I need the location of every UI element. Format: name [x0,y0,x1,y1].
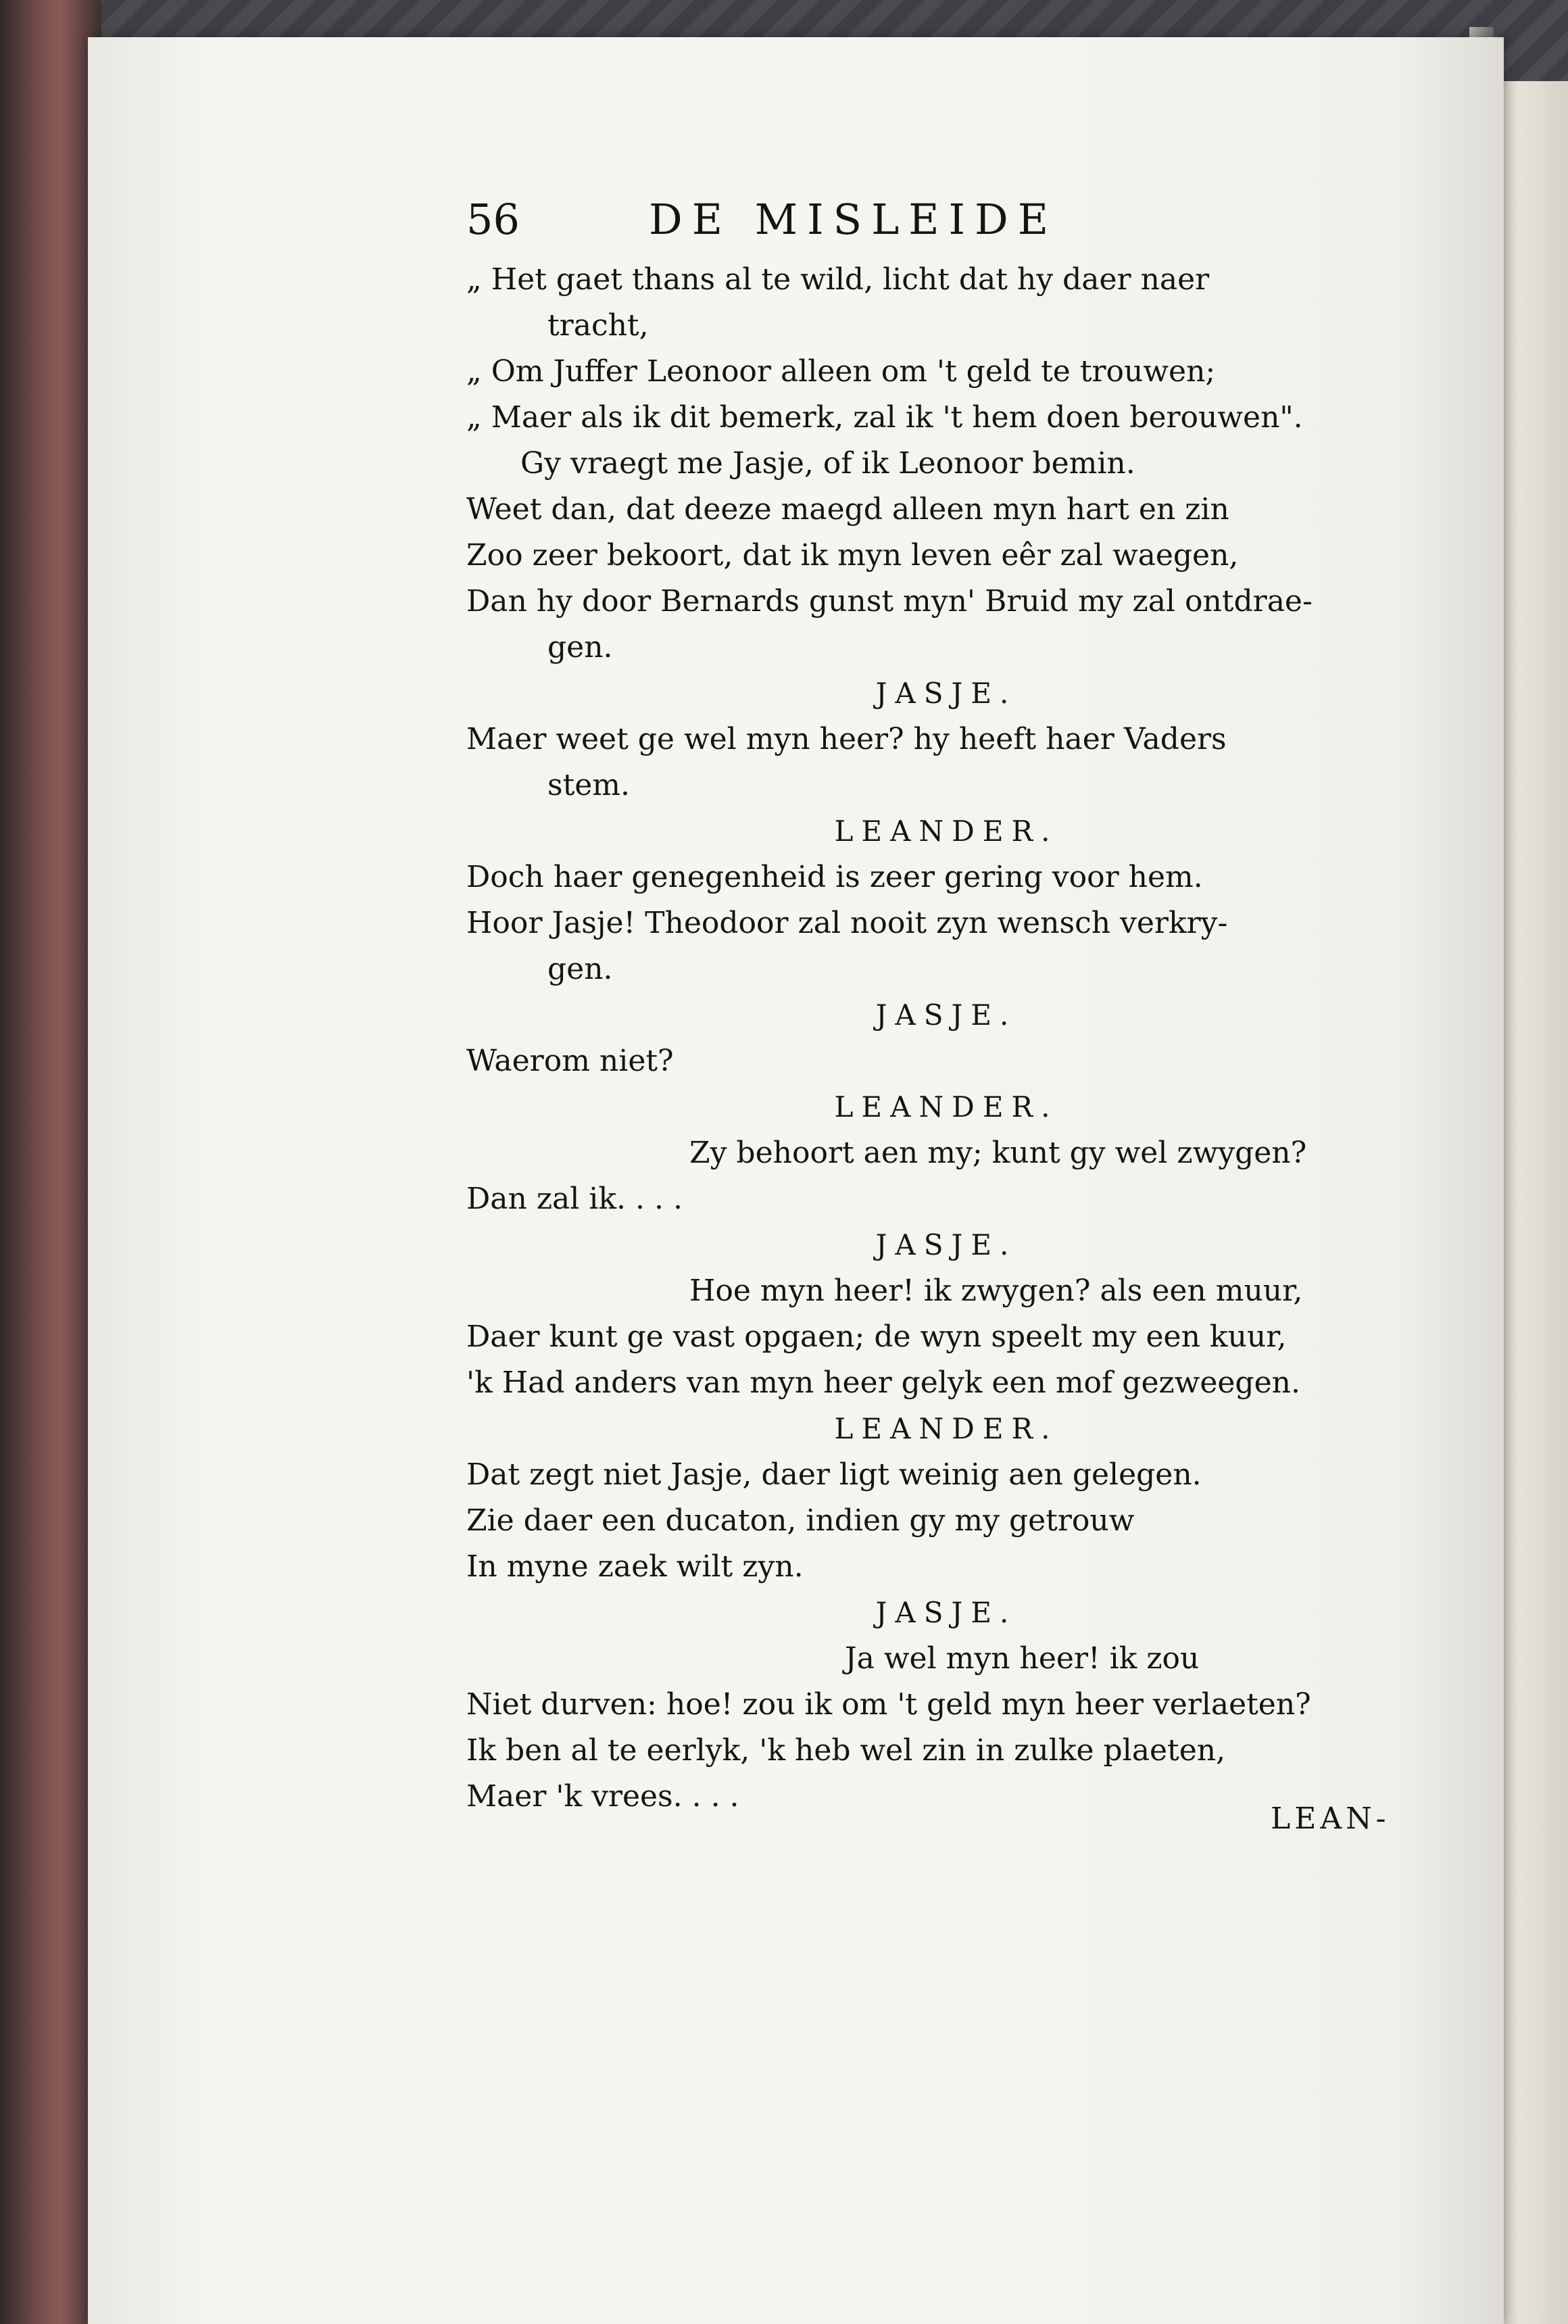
verse-line: Hoor Jasje! Theodoor zal nooit zyn wensch verkry- [466,906,1228,940]
verse-line: Maer 'k vrees. . . . [466,1779,739,1814]
verse-line: Dan hy door Bernards gunst myn' Bruid my zal ontdrae- [466,584,1313,619]
verse-line: stem. [547,768,631,802]
verse-line: Zy behoort aen my; kunt gy wel zwygen? [689,1136,1307,1170]
page-number: 56 [466,195,520,244]
book-edge-left [0,0,101,2324]
verse-line: gen. [547,952,613,986]
verse-line: Zoo zeer bekoort, dat ik myn leven eêr zal waegen, [466,538,1239,573]
page-header [466,183,1426,257]
verse-line: Hoe myn heer! ik zwygen? als een muur, [689,1274,1303,1308]
verse-line: Doch haer genegenheid is zeer gering voor hem. [466,860,1203,894]
running-title: DE MISLEIDE [649,195,1058,244]
verse-line: „ Om Juffer Leonoor alleen om 't geld te trouwen; [466,354,1216,389]
speaker-name: LEANDER. [834,1412,1058,1445]
speaker-name: JASJE. [875,677,1017,710]
verse-line: Ik ben al te eerlyk, 'k heb wel zin in zulke plaeten, [466,1733,1226,1768]
verse-line: Zie daer een ducaton, indien gy my getrouw [466,1503,1135,1538]
verse-line: In myne zaek wilt zyn. [466,1549,804,1584]
verse-line: Weet dan, dat deeze maegd alleen myn hart en zin [466,492,1229,527]
verse-line: Niet durven: hoe! zou ik om 't geld myn heer verlaeten? [466,1687,1311,1722]
speaker-name: JASJE. [875,1228,1017,1261]
speaker-name: LEANDER. [834,815,1058,848]
verse-line: Gy vraegt me Jasje, of ik Leonoor bemin. [520,446,1135,481]
speaker-name: JASJE. [875,998,1017,1032]
verse-line: Waerom niet? [466,1044,674,1078]
verse-line: Dan zal ik. . . . [466,1182,683,1216]
page-text [466,183,1426,1820]
verse-line: Daer kunt ge vast opgaen; de wyn speelt my een kuur, [466,1320,1287,1354]
verse-line: Maer weet ge wel myn heer? hy heeft haer Vaders [466,722,1227,756]
speaker-name: LEANDER. [834,1090,1058,1123]
catchword: LEAN- [1271,1801,1390,1836]
verse-line: „ Het gaet thans al te wild, licht dat hy daer naer [466,262,1210,297]
verse-line: Dat zegt niet Jasje, daer ligt weinig aen gelegen. [466,1457,1202,1492]
verse-line: Ja wel myn heer! ik zou [845,1641,1200,1676]
verse-line: gen. [547,630,613,664]
verse-line: 'k Had anders van myn heer gelyk een mof gezweegen. [466,1365,1300,1400]
verse-line: tracht, [547,308,649,343]
speaker-name: JASJE. [875,1596,1017,1629]
verse-line: „ Maer als ik dit bemerk, zal ik 't hem doen berouwen". [466,400,1303,435]
